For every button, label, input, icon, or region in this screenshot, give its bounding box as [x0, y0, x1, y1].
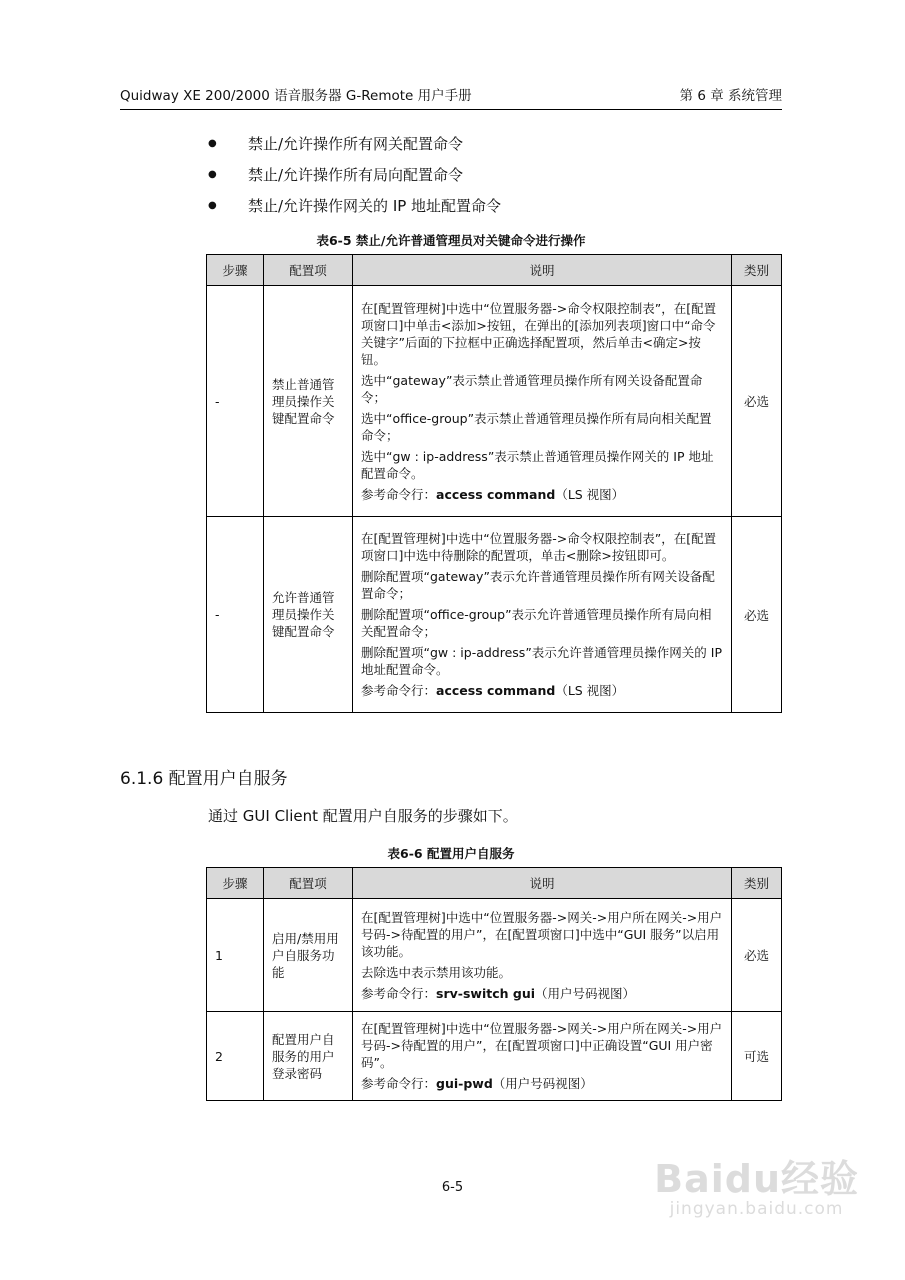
table1-caption: 表6-5 禁止/允许普通管理员对关键命令进行操作	[316, 233, 586, 248]
header-type: 类别	[732, 255, 782, 286]
desc-paragraph: 在[配置管理树]中选中“位置服务器->命令权限控制表”，在[配置项窗口]中单击<添加>按钮，在弹出的[添加列表项]窗口中“命令关键字”后面的下拉框中正确选择配置项，然后单击<确定>按钮。	[361, 300, 717, 367]
table2-caption: 表6-6 配置用户自服务	[387, 846, 515, 861]
header-title: Quidway XE 200/2000 语音服务器 G-Remote 用户手册	[120, 88, 472, 104]
watermark-logo: Baidu经验	[654, 1157, 859, 1201]
watermark-url: jingyan.baidu.com	[669, 1199, 844, 1219]
header-step: 步骤	[207, 255, 264, 286]
page-header	[120, 84, 782, 110]
cell-step: -	[207, 286, 264, 517]
table-row	[207, 517, 782, 713]
header-chapter: 第 6 章 系统管理	[679, 88, 782, 104]
desc-paragraph: 选中“office-group”表示禁止普通管理员操作所有局向相关配置命令；	[361, 410, 712, 443]
bullet-list	[208, 134, 501, 227]
desc-paragraph: 选中“gw : ip-address”表示禁止普通管理员操作网关的 IP 地址配置命令。	[361, 448, 714, 481]
bullet-item: ● 禁止/允许操作所有局向配置命令	[208, 165, 501, 196]
table-row	[207, 286, 782, 517]
section-title: 6.1.6 配置用户自服务	[120, 769, 288, 789]
bullet-item: ● 禁止/允许操作网关的 IP 地址配置命令	[208, 196, 501, 227]
header-item: 配置项	[264, 255, 353, 286]
bullet-item: ● 禁止/允许操作所有网关配置命令	[208, 134, 501, 165]
section-intro: 通过 GUI Client 配置用户自服务的步骤如下。	[208, 807, 518, 825]
header-desc: 说明	[353, 868, 732, 899]
watermark	[654, 1148, 859, 1219]
command-name: srv-switch gui	[436, 985, 535, 1001]
header-step: 步骤	[207, 868, 264, 899]
cell-item: 允许普通管理员操作关键配置命令	[264, 517, 353, 713]
cell-desc	[353, 1012, 732, 1101]
cell-desc	[353, 286, 732, 517]
cell-step: 2	[207, 1012, 264, 1101]
cell-desc	[353, 517, 732, 713]
cell-item: 禁止普通管理员操作关键配置命令	[264, 286, 353, 517]
reference-command: 参考命令行：access command（LS 视图）	[361, 683, 625, 698]
table-row	[207, 899, 782, 1012]
table-header-row	[207, 868, 782, 899]
cell-type: 必选	[732, 517, 782, 713]
desc-paragraph: 去除选中表示禁用该功能。	[361, 964, 512, 980]
desc-paragraph: 删除配置项“gateway”表示允许普通管理员操作所有网关设备配置命令；	[361, 569, 715, 601]
cell-type: 必选	[732, 899, 782, 1012]
command-name: access command	[436, 683, 556, 698]
table1	[206, 254, 782, 713]
cell-step: 1	[207, 899, 264, 1012]
desc-paragraph: 删除配置项“gw : ip-address”表示允许普通管理员操作网关的 IP 地址配置命令。	[361, 645, 722, 677]
cell-type: 可选	[732, 1012, 782, 1101]
command-name: access command	[436, 486, 556, 502]
desc-paragraph: 在[配置管理树]中选中“位置服务器->网关->用户所在网关->用户号码->待配置的用户”，在[配置项窗口]中选中“GUI 服务”以启用该功能。	[361, 909, 723, 959]
desc-paragraph: 在[配置管理树]中选中“位置服务器->网关->用户所在网关->用户号码->待配置的用户”，在[配置项窗口]中正确设置“GUI 用户密码”。	[361, 1021, 723, 1070]
command-name: gui-pwd	[436, 1076, 493, 1091]
header-desc: 说明	[353, 255, 732, 286]
cell-item: 配置用户自服务的用户登录密码	[264, 1012, 353, 1101]
desc-paragraph: 选中“gateway”表示禁止普通管理员操作所有网关设备配置命令；	[361, 372, 703, 405]
header-type: 类别	[732, 868, 782, 899]
table-row	[207, 1012, 782, 1101]
page-number: 6-5	[441, 1180, 464, 1195]
table-header-row	[207, 255, 782, 286]
cell-type: 必选	[732, 286, 782, 517]
cell-step: -	[207, 517, 264, 713]
reference-command: 参考命令行：gui-pwd（用户号码视图）	[361, 1076, 593, 1091]
cell-desc	[353, 899, 732, 1012]
reference-command: 参考命令行：access command（LS 视图）	[361, 486, 625, 502]
table2	[206, 867, 782, 1101]
header-item: 配置项	[264, 868, 353, 899]
desc-paragraph: 删除配置项“office-group”表示允许普通管理员操作所有局向相关配置命令；	[361, 607, 712, 639]
reference-command: 参考命令行：srv-switch gui（用户号码视图）	[361, 985, 636, 1001]
desc-paragraph: 在[配置管理树]中选中“位置服务器->命令权限控制表”，在[配置项窗口]中选中待删除的配置项，单击<删除>按钮即可。	[361, 531, 717, 563]
cell-item: 启用/禁用用户自服务功能	[264, 899, 353, 1012]
